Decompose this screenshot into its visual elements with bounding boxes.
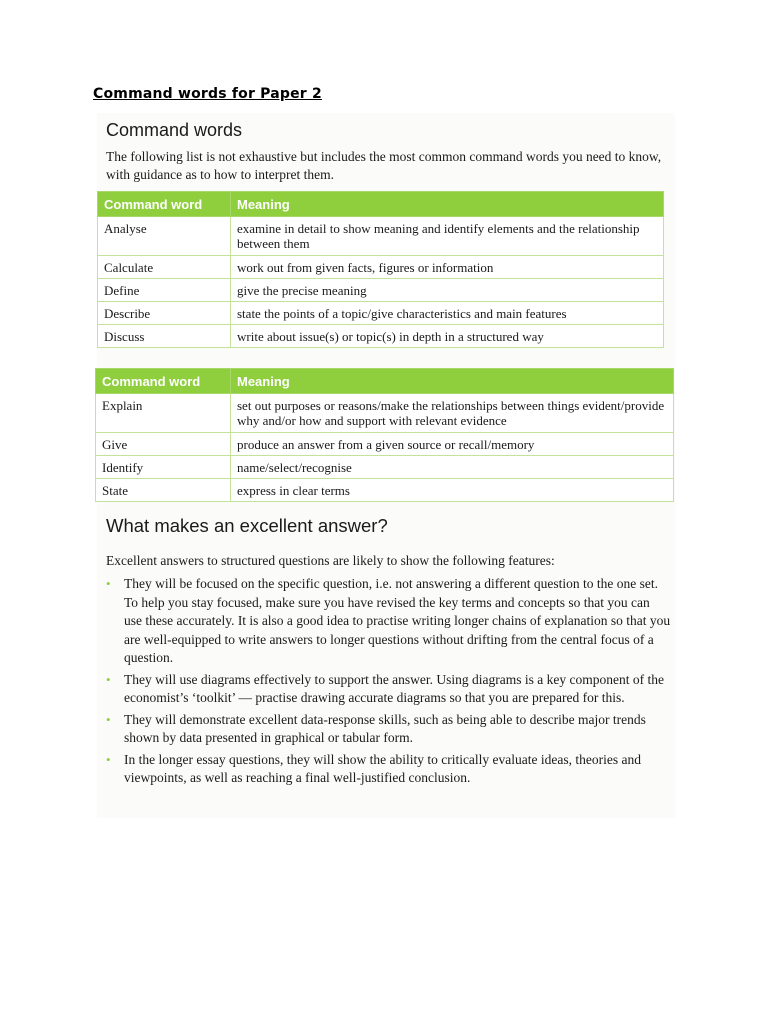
command-word-cell: Discuss [98, 325, 231, 348]
meaning-cell: state the points of a topic/give characteristics and main features [231, 302, 664, 325]
list-item [106, 711, 671, 748]
command-word-cell: Define [98, 279, 231, 302]
list-item [106, 671, 671, 708]
page-heading: Command words for Paper 2 [93, 86, 322, 102]
meaning-cell: express in clear terms [231, 479, 674, 502]
column-header-meaning: Meaning [231, 369, 674, 394]
list-item-text: In the longer essay questions, they will show the ability to critically evaluate ideas, theories and viewpoints, as well as reaching a final well-justified conclusion. [124, 751, 641, 785]
bullet-icon: • [106, 711, 111, 727]
command-words-intro: The following list is not exhaustive but includes the most common command words you need to know, with guidance as to how to interpret them. [106, 149, 662, 182]
command-word-cell: Give [96, 433, 231, 456]
command-word-cell: Calculate [98, 256, 231, 279]
command-words-table-1 [97, 191, 664, 348]
excellent-answer-intro: Excellent answers to structured questions are likely to show the following features: [106, 553, 555, 568]
table-row [98, 325, 664, 348]
table-row [98, 279, 664, 302]
table-row [96, 456, 674, 479]
meaning-cell: name/select/recognise [231, 456, 674, 479]
table-row [96, 479, 674, 502]
features-list [106, 575, 671, 791]
list-item [106, 575, 671, 668]
meaning-cell: give the precise meaning [231, 279, 664, 302]
table-row [96, 394, 674, 433]
command-word-cell: State [96, 479, 231, 502]
column-header-command-word: Command word [96, 369, 231, 394]
meaning-cell: work out from given facts, figures or information [231, 256, 664, 279]
column-header-meaning: Meaning [231, 192, 664, 217]
list-item [106, 751, 671, 788]
list-item-text: They will use diagrams effectively to support the answer. Using diagrams is a key component of the economist’s ‘toolkit’ — practise drawing accurate diagrams so that you are prepared for this. [124, 671, 664, 705]
command-word-cell: Identify [96, 456, 231, 479]
meaning-cell: set out purposes or reasons/make the relationships between things evident/provide why and/or how and support with relevant evidence [231, 394, 674, 433]
command-words-title: Command words [106, 120, 243, 140]
table-row [98, 302, 664, 325]
table-row [96, 433, 674, 456]
bullet-icon: • [106, 671, 111, 687]
command-word-cell: Describe [98, 302, 231, 325]
bullet-icon: • [106, 751, 111, 767]
meaning-cell: examine in detail to show meaning and identify elements and the relationship between them [231, 217, 664, 256]
list-item-text: They will demonstrate excellent data-response skills, such as being able to describe major trends shown by data presented in graphical or tabular form. [124, 711, 646, 745]
meaning-cell: write about issue(s) or topic(s) in depth in a structured way [231, 325, 664, 348]
command-word-cell: Explain [96, 394, 231, 433]
meaning-cell: produce an answer from a given source or recall/memory [231, 433, 674, 456]
table-row [98, 256, 664, 279]
table-header-row [98, 192, 664, 217]
command-words-table-2 [95, 368, 674, 502]
list-item-text: They will be focused on the specific question, i.e. not answering a different question to the one set. To help you stay focused, make sure you have revised the key terms and concepts so that you can use these accurately. It is also a good idea to practise writing longer chains of explanation so that you are well-equipped to write answers to longer questions without drifting from the central focus of a question. [124, 576, 671, 665]
excellent-answer-title: What makes an excellent answer? [106, 515, 388, 536]
bullet-icon: • [106, 576, 111, 591]
table-row [98, 217, 664, 256]
table-header-row [96, 369, 674, 394]
command-word-cell: Analyse [98, 217, 231, 256]
column-header-command-word: Command word [98, 192, 231, 217]
